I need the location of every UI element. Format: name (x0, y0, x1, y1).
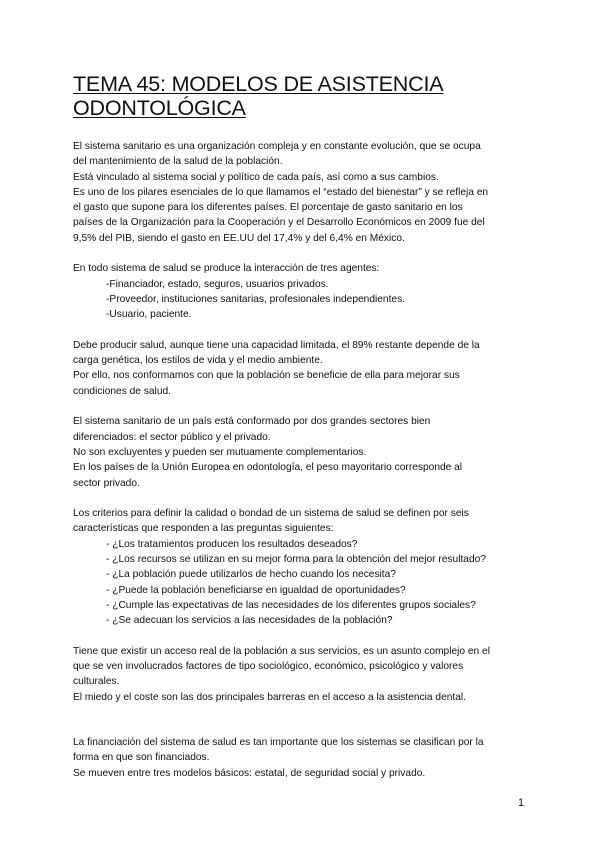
list-item: -Financiador, estado, seguros, usuarios privados. (106, 278, 329, 290)
list-item: -Proveedor, instituciones sanitarias, profesionales independientes. (106, 293, 406, 305)
spacer (73, 705, 533, 735)
list-item: - ¿La población puede utilizarlos de hecho cuando los necesita? (106, 569, 396, 581)
list-item: - ¿Puede la población beneficiarse en igualdad de oportunidades? (106, 584, 406, 596)
paragraph-2 (73, 261, 533, 322)
text-line: Es uno de los pilares esenciales de lo que llamamos el “estado del bienestar” y se refleja en (73, 186, 489, 198)
spacer (73, 323, 533, 338)
document-body (73, 139, 533, 781)
text-line: características que responden a las preguntas siguientes: (73, 523, 334, 535)
paragraph-6 (73, 644, 533, 705)
spacer (73, 246, 533, 261)
text-line: La financiación del sistema de salud es tan importante que los sistemas se clasifican por la (73, 736, 484, 748)
text-line: países de la Organización para la Cooperación y el Desarrollo Económicos en 2009 fue del (73, 217, 485, 229)
paragraph-4 (73, 414, 533, 490)
text-line: El sistema sanitario de un país está conformado por dos grandes sectores bien (73, 416, 431, 428)
text-line: carga genética, los estilos de vida y el medio ambiente. (73, 355, 323, 367)
paragraph-1 (73, 139, 533, 246)
title-line-1: TEMA 45: MODELOS DE ASISTENCIA (73, 72, 444, 96)
text-line: 9,5% del PIB, siendo el gasto en EE.UU del 17,4% y del 6,4% en México. (73, 232, 405, 244)
text-line: El sistema sanitario es una organización compleja y en constante evolución, que se ocupa (73, 141, 481, 152)
text-line: diferenciados: el sector público y el privado. (73, 431, 271, 443)
text-line: culturales. (73, 676, 120, 688)
text-line: Los criterios para definir la calidad o bondad de un sistema de salud se definen por seis (73, 508, 469, 520)
spacer (73, 491, 533, 506)
list-item: - ¿Se adecuan los servicios a las necesidades de la población? (106, 615, 393, 627)
page-number: 1 (518, 797, 525, 809)
text-line: del mantenimiento de la salud de la población. (73, 156, 283, 168)
spacer (73, 399, 533, 414)
text-line: sector privado. (73, 477, 140, 489)
paragraph-7 (73, 735, 533, 781)
list-item: - ¿Los tratamientos producen los resultados deseados? (106, 538, 358, 550)
text-line: Está vinculado al sistema social y político de cada país, así como a sus cambios. (73, 171, 439, 183)
text-line: que se ven involucrados factores de tipo sociológico, económico, psicológico y valores (73, 661, 464, 673)
text-line: En todo sistema de salud se produce la interacción de tres agentes: (73, 263, 380, 275)
text-line: el gasto que supone para los diferentes países. El porcentaje de gasto sanitario en los (73, 202, 463, 214)
spacer (73, 629, 533, 644)
text-line: Tiene que existir un acceso real de la población a sus servicios, es un asunto complejo en el (73, 645, 490, 657)
list-item: -Usuario, paciente. (106, 309, 192, 321)
paragraph-3 (73, 338, 533, 399)
list-item: - ¿Cumple las expectativas de las necesidades de los diferentes grupos sociales? (106, 599, 476, 611)
page-title (73, 72, 533, 120)
text-line: forma en que son financiados. (73, 752, 210, 764)
text-line: En los países de la Unión Europea en odontología, el peso mayoritario corresponde al (73, 462, 463, 474)
list-item: - ¿Los recursos se utilizan en su mejor forma para la obtención del mejor resultado? (106, 554, 486, 566)
text-line: Por ello, nos conformamos con que la población se beneficie de ella para mejorar sus (73, 370, 460, 382)
title-line-2: ODONTOLÓGICA (73, 96, 246, 120)
text-line: Se mueven entre tres modelos básicos: estatal, de seguridad social y privado. (73, 767, 426, 779)
text-line: condiciones de salud. (73, 385, 171, 397)
text-line: Debe producir salud, aunque tiene una capacidad limitada, el 89% restante depende de la (73, 339, 480, 351)
paragraph-5 (73, 506, 533, 628)
text-line: No son excluyentes y pueden ser mutuamente complementarios. (73, 446, 367, 458)
text-line: El miedo y el coste son las dos principales barreras en el acceso a la asistencia dental. (73, 691, 466, 703)
